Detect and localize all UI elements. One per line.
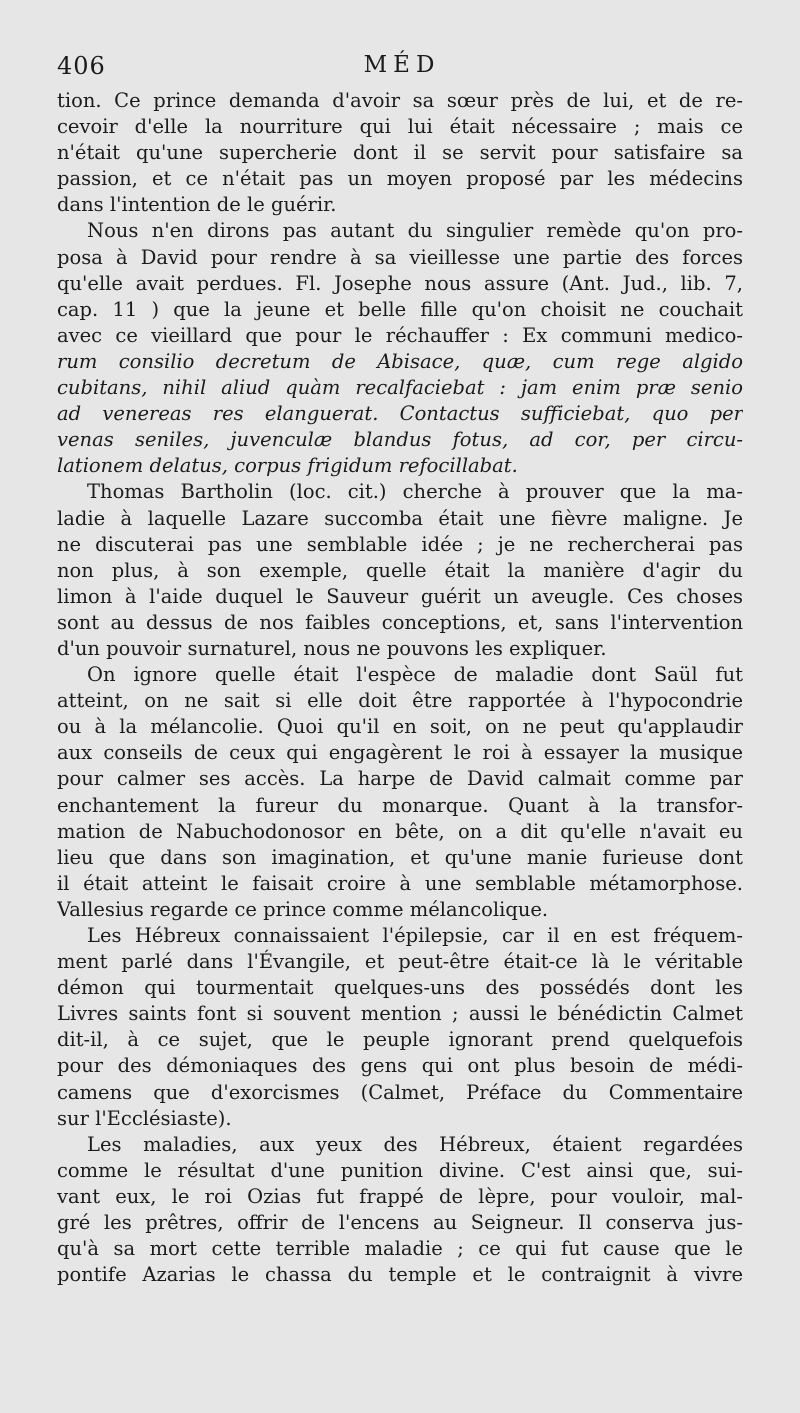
running-head: MÉD: [363, 52, 441, 78]
text-line: qu'elle avait perdues. Fl. Josephe nous assure (Ant. Jud., lib. 7,: [57, 271, 743, 295]
text-line: aux conseils de ceux qui engagèrent le roi à essayer la musique: [57, 741, 743, 765]
text-line: vant eux, le roi Ozias fut frappé de lèpre, pour vouloir, mal-: [57, 1184, 743, 1208]
text-line: comme le résultat d'une punition divine. C'est ainsi que, sui-: [57, 1158, 743, 1182]
text-line: enchantement la fureur du monarque. Quant à la transfor-: [57, 793, 743, 817]
text-line: ment parlé dans l'Évangile, et peut-être était-ce là le véritable: [57, 950, 743, 974]
text-line: Thomas Bartholin (loc. cit.) cherche à prouver que la ma-: [87, 480, 743, 504]
text-line: Les maladies, aux yeux des Hébreux, étaient regardées: [87, 1132, 743, 1156]
page-number: 406: [57, 52, 106, 80]
text-line: Les Hébreux connaissaient l'épilepsie, car il en est fréquem-: [87, 924, 743, 947]
text-line: posa à David pour rendre à sa vieillesse une partie des forces: [57, 245, 743, 269]
text-line: sur l'Ecclésiaste).: [57, 1106, 232, 1130]
text-line: gré les prêtres, offrir de l'encens au Seigneur. Il conserva jus-: [57, 1211, 743, 1235]
text-line: mation de Nabuchodonosor en bête, on a dit qu'elle n'avait eu: [57, 819, 743, 843]
text-line: ladie à laquelle Lazare succomba était une fièvre maligne. Je: [57, 506, 743, 530]
text-line: pontife Azarias le chassa du temple et le contraignit à vivre: [57, 1263, 743, 1287]
text-line: pour calmer ses accès. La harpe de David calmait comme par: [57, 767, 743, 791]
text-line: camens que d'exorcismes (Calmet, Préface du Commentaire: [57, 1080, 743, 1104]
text-line: rum consilio decretum de Abisace, quæ, cum rege algido: [57, 349, 743, 373]
text-line: cubitans, nihil aliud quàm recalfaciebat : jam enim præ senio: [57, 376, 743, 400]
text-line: lieu que dans son imagination, et qu'une manie furieuse dont: [57, 845, 743, 869]
body-text: [57, 88, 743, 1288]
text-line: atteint, on ne sait si elle doit être rapportée à l'hypocondrie: [57, 689, 743, 713]
text-line: limon à l'aide duquel le Sauveur guérit un aveugle. Ces choses: [57, 584, 743, 608]
text-line: il était atteint le faisait croire à une semblable métamorphose.: [57, 871, 743, 895]
text-line: qu'à sa mort cette terrible maladie ; ce qui fut cause que le: [57, 1237, 743, 1261]
text-line: cevoir d'elle la nourriture qui lui était nécessaire ; mais ce: [57, 115, 743, 139]
text-line: pour des démoniaques des gens qui ont plus besoin de médi-: [57, 1054, 743, 1078]
text-line: n'était qu'une supercherie dont il se servit pour satisfaire sa: [57, 141, 743, 165]
text-line: Livres saints font si souvent mention ; aussi le bénédictin Calmet: [57, 1002, 743, 1026]
text-line: venas seniles, juvenculæ blandus fotus, ad cor, per circu-: [57, 428, 743, 452]
text-line: lationem delatus, corpus frigidum refocillabat.: [57, 454, 518, 478]
text-line: démon qui tourmentait quelques-uns des possédés dont les: [57, 976, 743, 1000]
text-line: dit-il, à ce sujet, que le peuple ignorant prend quelquefois: [57, 1028, 743, 1052]
text-line: Nous n'en dirons pas autant du singulier remède qu'on pro-: [87, 219, 743, 243]
text-line: Vallesius regarde ce prince comme mélancolique.: [57, 897, 549, 921]
text-line: non plus, à son exemple, quelle était la manière d'agir du: [57, 558, 743, 582]
page-header: [57, 52, 743, 92]
text-line: avec ce vieillard que pour le réchauffer : Ex communi medico-: [57, 323, 743, 347]
text-line: tion. Ce prince demanda d'avoir sa sœur près de lui, et de re-: [57, 89, 743, 112]
text-line: ad venereas res elanguerat. Contactus sufficiebat, quo per: [57, 402, 743, 426]
text-line: cap. 11 ) que la jeune et belle fille qu'on choisit ne couchait: [57, 297, 743, 321]
text-line: ne discuterai pas une semblable idée ; je ne rechercherai pas: [57, 532, 743, 556]
text-line: On ignore quelle était l'espèce de maladie dont Saül fut: [87, 663, 743, 687]
text-line: passion, et ce n'était pas un moyen proposé par les médecins: [57, 167, 743, 191]
text-line: sont au dessus de nos faibles conceptions, et, sans l'intervention: [57, 610, 743, 634]
text-line: d'un pouvoir surnaturel, nous ne pouvons les expliquer.: [57, 636, 607, 660]
text-line: ou à la mélancolie. Quoi qu'il en soit, on ne peut qu'applaudir: [57, 715, 743, 739]
text-line: dans l'intention de le guérir.: [57, 193, 337, 217]
